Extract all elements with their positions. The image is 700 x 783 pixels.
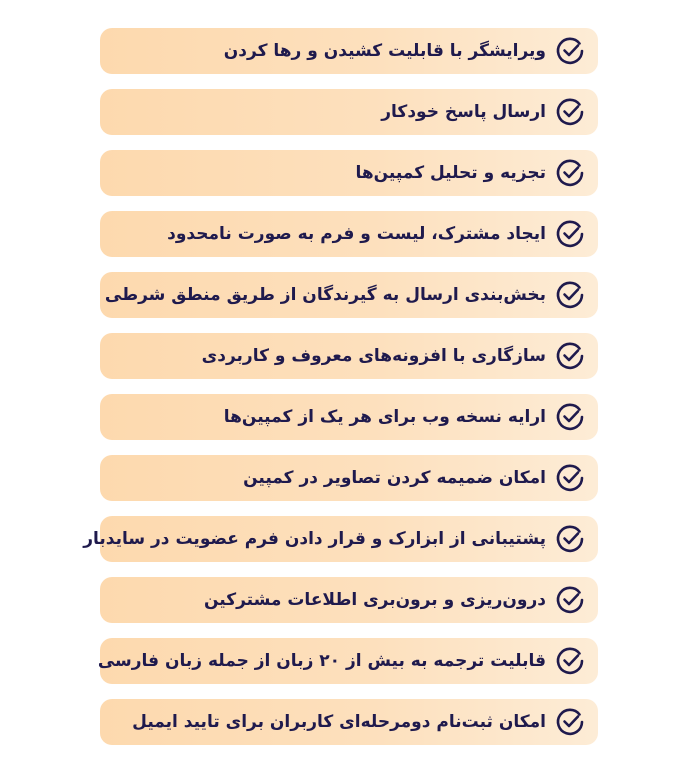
check-circle-icon	[554, 401, 586, 433]
feature-label: امکان ضمیمه کردن تصاویر در کمپین	[243, 468, 546, 488]
feature-item	[100, 394, 598, 440]
feature-item	[100, 150, 598, 196]
feature-label: ویرایشگر با قابلیت کشیدن و رها کردن	[223, 41, 546, 61]
feature-item	[100, 577, 598, 623]
check-circle-icon	[554, 340, 586, 372]
feature-list	[83, 28, 598, 745]
check-circle-icon	[554, 96, 586, 128]
check-circle-icon	[554, 279, 586, 311]
feature-item	[100, 89, 598, 135]
feature-label: ارسال پاسخ خودکار	[381, 102, 546, 122]
feature-item	[100, 699, 598, 745]
check-circle-icon	[554, 157, 586, 189]
feature-item	[97, 638, 598, 684]
check-circle-icon	[554, 35, 586, 67]
check-circle-icon	[554, 462, 586, 494]
check-circle-icon	[554, 584, 586, 616]
feature-label: سازگاری با افزونه‌های معروف و کاربردی	[201, 346, 546, 366]
feature-label: ارایه نسخه وب برای هر یک از کمپین‌ها	[223, 407, 546, 427]
feature-item	[100, 211, 598, 257]
check-circle-icon	[554, 645, 586, 677]
feature-item	[100, 28, 598, 74]
feature-label: امکان ثبت‌نام دومرحله‌ای کاربران برای تایید ایمیل	[132, 712, 546, 732]
check-circle-icon	[554, 218, 586, 250]
feature-label: بخش‌بندی ارسال به گیرندگان از طریق منطق شرطی	[104, 285, 546, 305]
feature-label: قابلیت ترجمه به بیش از ۲۰ زبان از جمله زبان فارسی	[97, 651, 546, 671]
feature-label: تجزیه و تحلیل کمپین‌ها	[355, 163, 546, 183]
feature-label: پشتیبانی از ابزارک و قرار دادن فرم عضویت در سایدبار	[83, 529, 546, 549]
feature-item	[100, 272, 598, 318]
feature-item	[100, 455, 598, 501]
feature-label: ایجاد مشترک، لیست و فرم به صورت نامحدود	[167, 224, 546, 244]
feature-label: درون‌ریزی و برون‌بری اطلاعات مشترکین	[203, 590, 546, 610]
check-circle-icon	[554, 523, 586, 555]
feature-item	[100, 333, 598, 379]
feature-item	[83, 516, 598, 562]
check-circle-icon	[554, 706, 586, 738]
